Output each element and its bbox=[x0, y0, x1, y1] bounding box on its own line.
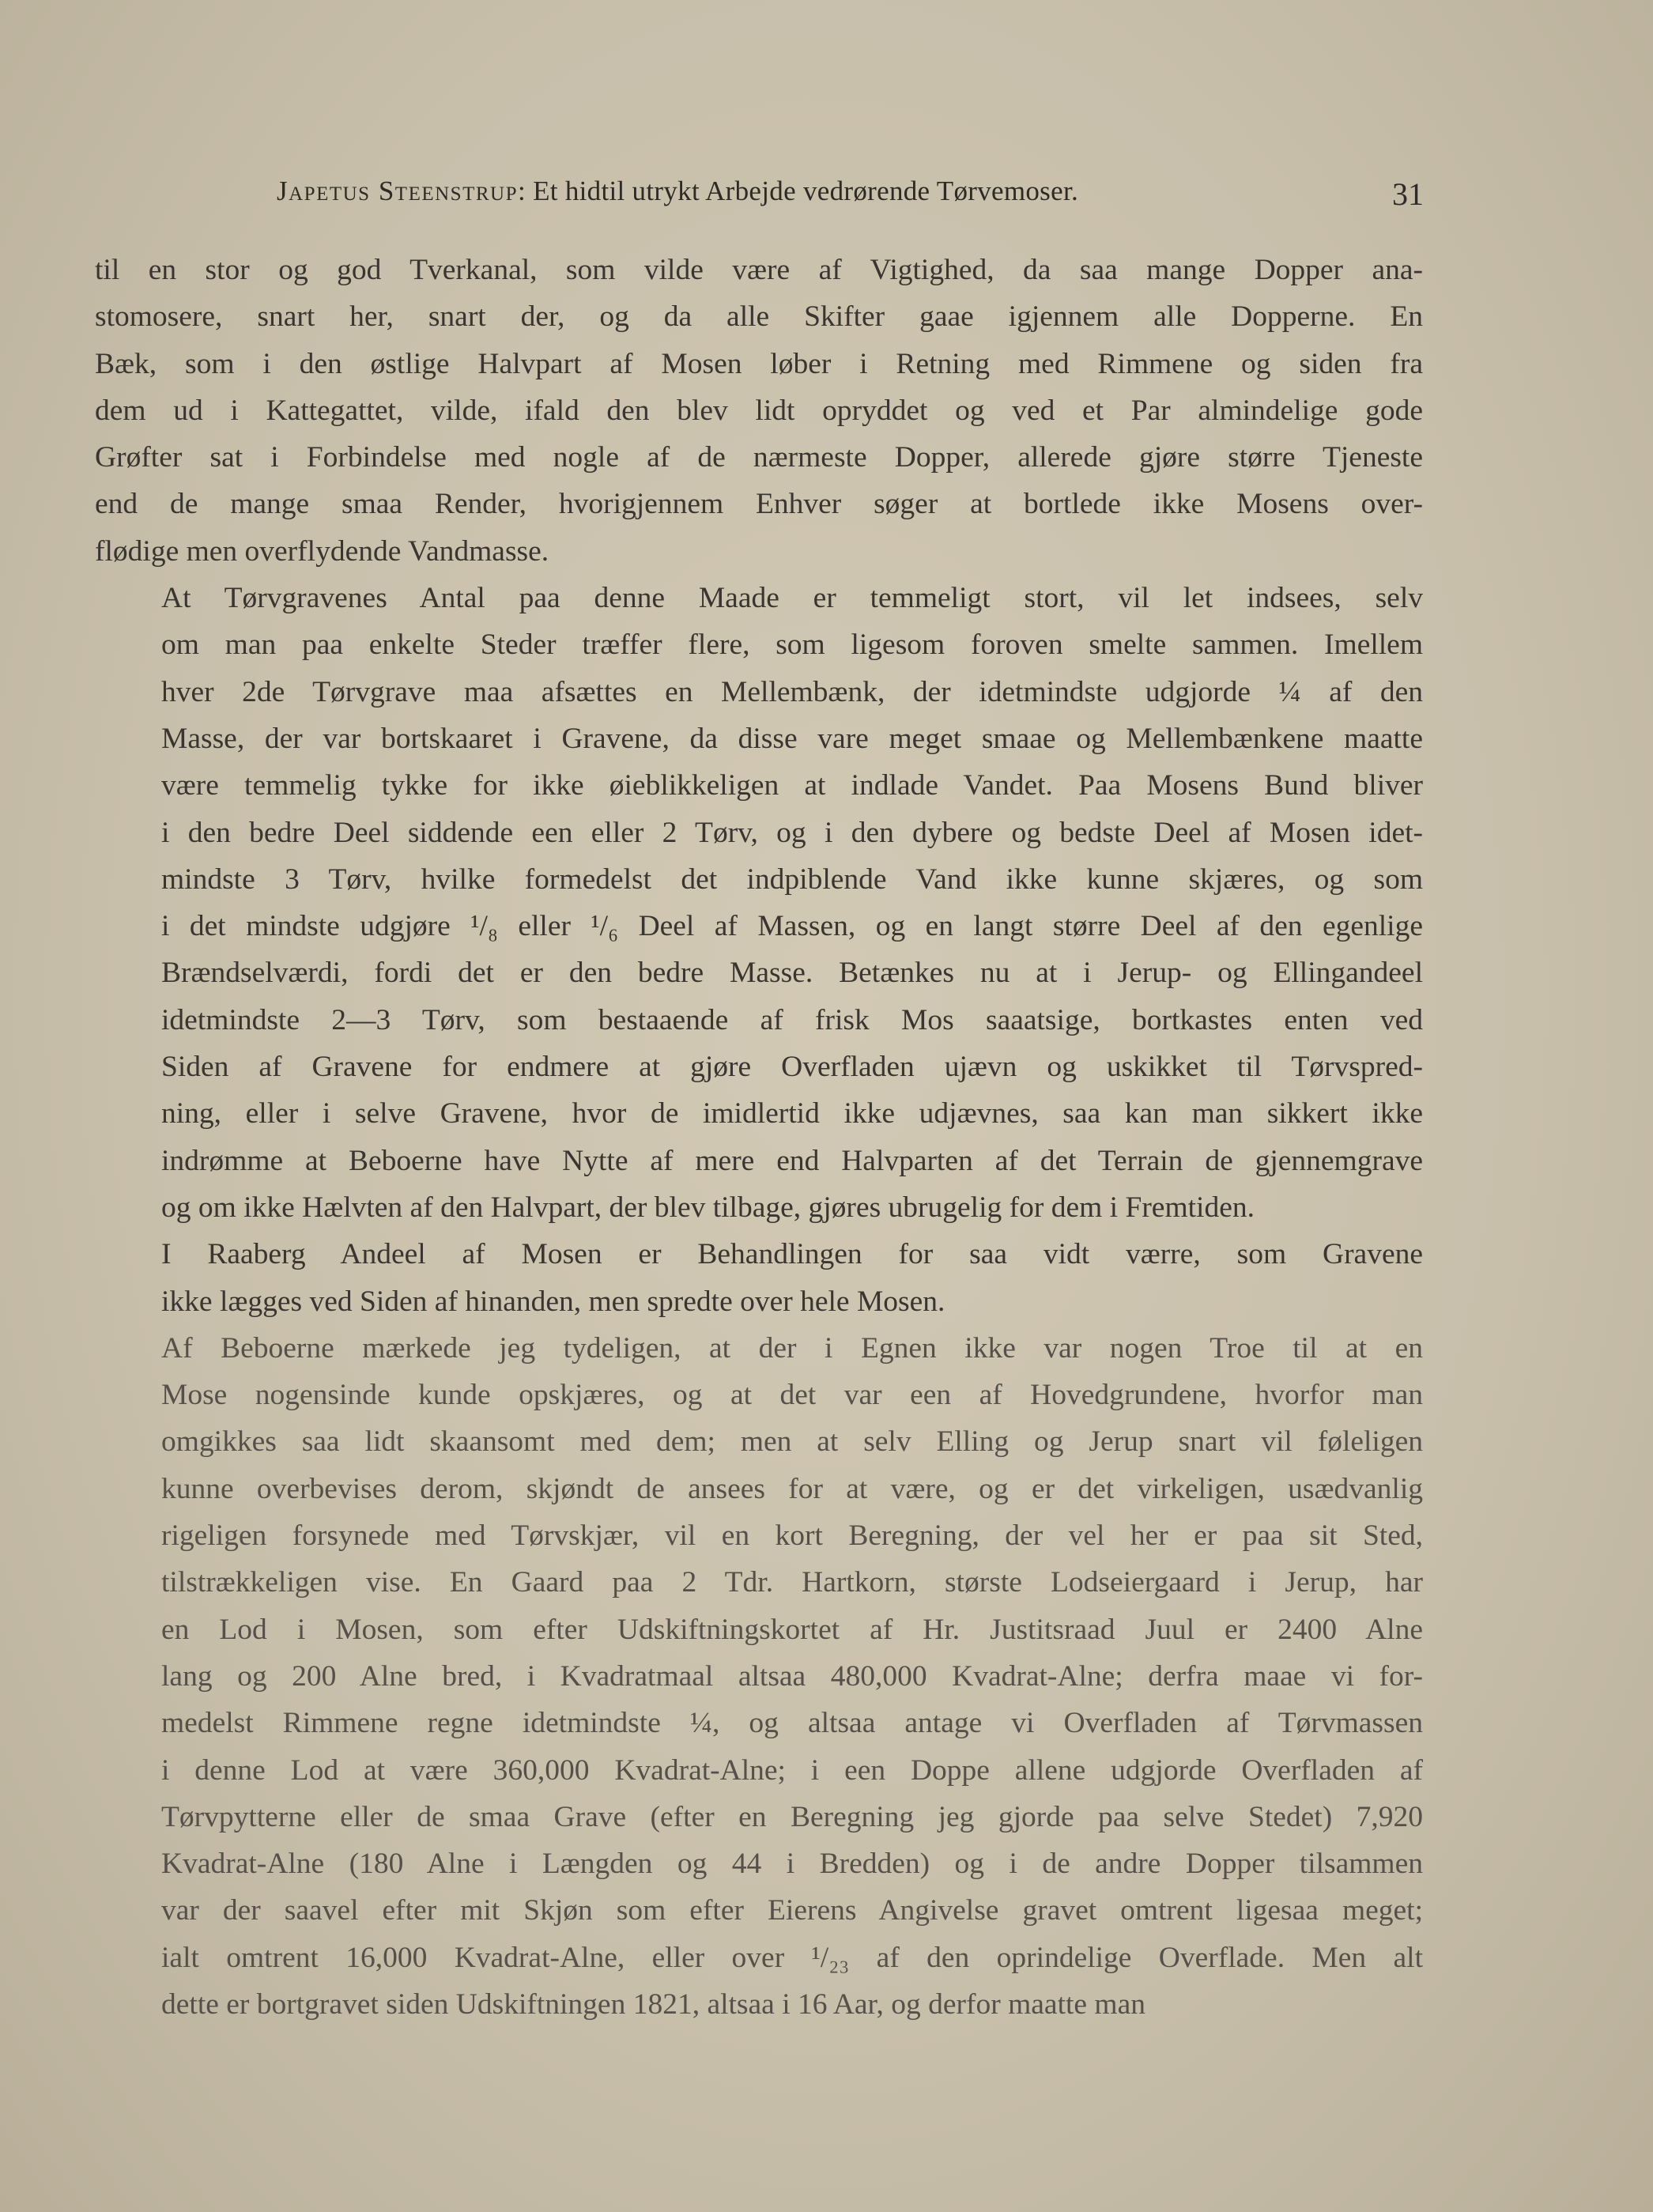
text-line: end de mange smaa Render, hvorigjennem Enhver søger at bortlede ikke Mosens over- bbox=[95, 488, 1423, 521]
text-line: ikke lægges ved Siden af hinanden, men spredte over hele Mosen. bbox=[161, 1285, 945, 1318]
text-line: Mose nogensinde kunde opskjæres, og at det var een af Hovedgrundene, hvorfor man bbox=[161, 1379, 1423, 1412]
text-line: mindste 3 Tørv, hvilke formedelst det indpiblende Vand ikke kunne skjæres, og som bbox=[161, 863, 1423, 896]
text-line: rigeligen forsynede med Tørvskjær, vil en kort Beregning, der vel her er paa sit Sted, bbox=[161, 1519, 1423, 1553]
text-line: til en stor og god Tverkanal, som vilde være af Vigtighed, da saa mange Dopper ana- bbox=[95, 254, 1423, 286]
header-separator: : bbox=[517, 176, 526, 206]
text-line: omgikkes saa lidt skaansomt med dem; men at selv Elling og Jerup snart vil føleligen bbox=[161, 1425, 1423, 1459]
header-title: Et hidtil utrykt Arbejde vedrørende Tørvemoser. bbox=[533, 176, 1079, 206]
text-line: og om ikke Hælvten af den Halvpart, der blev tilbage, gjøres ubrugelig for dem i Fremtiden. bbox=[161, 1191, 1255, 1224]
paragraph bbox=[95, 1325, 1423, 2028]
text-line: At Tørvgravenes Antal paa denne Maade er temmeligt stort, vil let indsees, selv bbox=[161, 582, 1423, 615]
running-header bbox=[95, 176, 1424, 215]
text-line: ialt omtrent 16,000 Kvadrat-Alne, eller over ¹/₂₃ af den oprindelige Overflade. Men alt bbox=[161, 1941, 1423, 1974]
body-text bbox=[95, 247, 1423, 2028]
text-line: i den bedre Deel siddende een eller 2 Tørv, og i den dybere og bedste Deel af Mosen idet- bbox=[161, 816, 1423, 849]
text-line: Tørvpytterne eller de smaa Grave (efter en Beregning jeg gjorde paa selve Stedet) 7,920 bbox=[161, 1800, 1423, 1833]
paragraph bbox=[95, 247, 1423, 575]
text-line: Masse, der var bortskaaret i Gravene, da disse vare meget smaae og Mellembænkene maatte bbox=[161, 722, 1423, 755]
text-line: idetmindste 2—3 Tørv, som bestaaende af frisk Mos saaatsige, bortkastes enten ved bbox=[161, 1003, 1423, 1036]
text-line: være temmelig tykke for ikke øieblikkeligen at indlade Vandet. Paa Mosens Bund bliver bbox=[161, 769, 1423, 802]
text-line: Kvadrat-Alne (180 Alne i Længden og 44 i Bredden) og i de andre Dopper tilsammen bbox=[161, 1848, 1423, 1881]
paragraph bbox=[95, 1231, 1423, 1325]
text-line: Brændselværdi, fordi det er den bedre Masse. Betænkes nu at i Jerup- og Ellingandeel bbox=[161, 957, 1423, 990]
running-title bbox=[277, 176, 1078, 207]
text-line: Bæk, som i den østlige Halvpart af Mosen løber i Retning med Rimmene og siden fra bbox=[95, 347, 1423, 380]
text-line: tilstrækkeligen vise. En Gaard paa 2 Tdr. Hartkorn, største Lodseiergaard i Jerup, har bbox=[161, 1566, 1423, 1599]
text-line: var der saavel efter mit Skjøn som efter Eierens Angivelse gravet omtrent ligesaa meget; bbox=[161, 1894, 1423, 1927]
paragraph bbox=[95, 575, 1423, 1231]
text-line: flødige men overflydende Vandmasse. bbox=[95, 534, 549, 568]
text-line: Grøfter sat i Forbindelse med nogle af de nærmeste Dopper, allerede gjøre større Tjeneste bbox=[95, 441, 1423, 474]
text-line: I Raaberg Andeel af Mosen er Behandlingen for saa vidt værre, som Gravene bbox=[161, 1238, 1423, 1271]
text-line: indrømme at Beboerne have Nytte af mere end Halvparten af det Terrain de gjennemgrave bbox=[161, 1144, 1423, 1177]
text-line: lang og 200 Alne bred, i Kvadratmaal altsaa 480,000 Kvadrat-Alne; derfra maae vi for- bbox=[161, 1659, 1423, 1693]
text-line: hver 2de Tørvgrave maa afsættes en Mellembænk, der idetmindste udgjorde ¼ af den bbox=[161, 675, 1423, 708]
text-line: medelst Rimmene regne idetmindste ¼, og altsaa antage vi Overfladen af Tørvmassen bbox=[161, 1707, 1423, 1740]
text-line: i denne Lod at være 360,000 Kvadrat-Alne; i een Doppe allene udgjorde Overfladen af bbox=[161, 1753, 1423, 1787]
text-line: kunne overbevises derom, skjøndt de ansees for at være, og er det virkeligen, usædvanlig bbox=[161, 1472, 1423, 1505]
text-line: Siden af Gravene for endmere at gjøre Overfladen ujævn og uskikket til Tørvspred- bbox=[161, 1051, 1423, 1084]
text-line: om man paa enkelte Steder træffer flere, som ligesom foroven smelte sammen. Imellem bbox=[161, 628, 1423, 662]
text-line: ning, eller i selve Gravene, hvor de imidlertid ikke udjævnes, saa kan man sikkert ikke bbox=[161, 1097, 1423, 1131]
text-line: Af Beboerne mærkede jeg tydeligen, at der i Egnen ikke var nogen Troe til at en bbox=[161, 1331, 1423, 1365]
page-number: 31 bbox=[1392, 176, 1424, 212]
text-line: en Lod i Mosen, som efter Udskiftningskortet af Hr. Justitsraad Juul er 2400 Alne bbox=[161, 1613, 1423, 1646]
text-line: stomosere, snart her, snart der, og da alle Skifter gaae igjennem alle Dopperne. En bbox=[95, 300, 1423, 334]
text-line: i det mindste udgjøre ¹/₈ eller ¹/₆ Deel af Massen, og en langt større Deel af den egenlige bbox=[161, 910, 1423, 943]
header-author: Japetus Steenstrup bbox=[277, 176, 518, 206]
text-line: dem ud i Kattegattet, vilde, ifald den blev lidt opryddet og ved et Par almindelige gode bbox=[95, 394, 1423, 427]
text-line: dette er bortgravet siden Udskiftningen 1821, altsaa i 16 Aar, og derfor maatte man bbox=[161, 1987, 1145, 2021]
